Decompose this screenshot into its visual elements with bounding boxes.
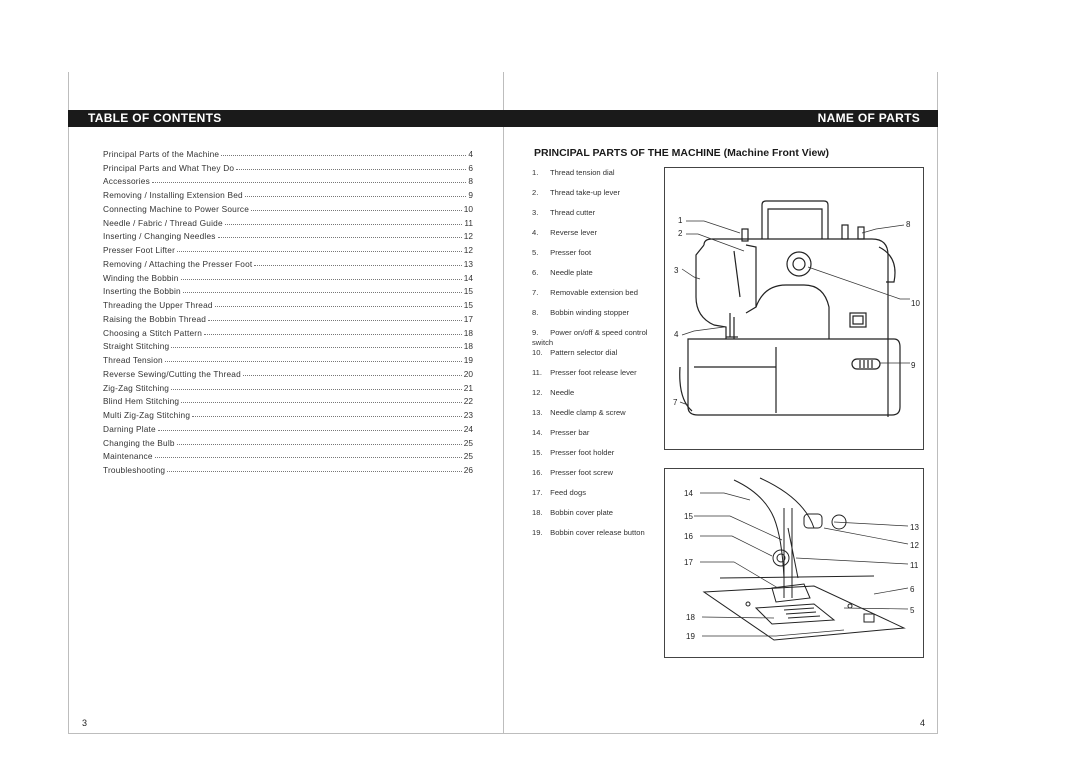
part-number: 6.	[532, 268, 539, 277]
toc-leader-dots	[171, 347, 461, 348]
toc-entry-title: Threading the Upper Thread	[103, 300, 213, 310]
toc-entry-title: Inserting / Changing Needles	[103, 231, 216, 242]
toc-entry	[103, 406, 473, 420]
callout-16: 16	[684, 532, 693, 541]
toc-entry	[103, 200, 473, 214]
toc-entry	[103, 351, 473, 365]
part-number: 9.	[532, 328, 539, 337]
part-list-item	[532, 168, 667, 178]
part-name: Reverse lever	[550, 228, 597, 237]
left-page-number: 3	[82, 718, 88, 728]
part-list-item	[532, 268, 667, 278]
toc-entry	[103, 269, 473, 283]
part-number: 2.	[532, 188, 539, 197]
callout-14: 14	[684, 489, 693, 498]
toc-entry	[103, 186, 473, 200]
toc-entry-page: 20	[463, 368, 473, 379]
part-number: 4.	[532, 228, 539, 237]
part-name: Thread tension dial	[549, 168, 615, 177]
part-name: Presser foot screw	[550, 468, 614, 477]
toc-entry-page: 17	[463, 313, 473, 324]
toc-entry-title: Darning Plate	[103, 423, 156, 434]
table-of-contents	[103, 145, 473, 475]
toc-entry	[103, 283, 473, 297]
part-number: 16.	[532, 468, 543, 477]
part-list-item	[532, 468, 667, 478]
toc-leader-dots	[167, 471, 462, 472]
part-list-item	[532, 488, 667, 498]
toc-entry-page: 14	[463, 272, 473, 283]
toc-entry-page: 24	[463, 423, 473, 434]
toc-leader-dots	[218, 237, 462, 238]
toc-leader-dots	[225, 224, 463, 225]
part-number: 17.	[532, 488, 543, 497]
part-name: Bobbin cover plate	[550, 508, 614, 517]
toc-entry	[103, 296, 473, 310]
callout-2: 2	[678, 229, 683, 238]
part-name: Power on/off & speed control switch	[532, 328, 648, 347]
toc-leader-dots	[181, 402, 462, 403]
toc-leader-dots	[171, 389, 462, 390]
toc-entry-page: 12	[463, 245, 473, 255]
toc-leader-dots	[158, 430, 462, 431]
needle-area-diagram	[664, 468, 924, 658]
toc-entry-title: Thread Tension	[103, 355, 163, 365]
callout-8: 8	[906, 220, 911, 229]
toc-entry-title: Accessories	[103, 176, 150, 187]
callout-18: 18	[686, 613, 695, 622]
callout-13: 13	[910, 523, 919, 532]
part-name: Bobbin cover release button	[550, 528, 645, 537]
toc-entry-page: 11	[464, 217, 473, 228]
part-list-item	[532, 308, 667, 318]
part-name: Needle plate	[550, 268, 593, 277]
toc-entry	[103, 324, 473, 338]
toc-entry-page: 10	[463, 203, 473, 214]
section-title: PRINCIPAL PARTS OF THE MACHINE (Machine Front View)	[534, 147, 829, 159]
part-number: 18.	[532, 508, 543, 517]
callout-6: 6	[910, 585, 915, 594]
right-page-number: 4	[920, 718, 926, 728]
toc-entry	[103, 159, 473, 173]
part-list-item	[532, 388, 667, 398]
callout-17: 17	[684, 558, 693, 567]
part-list-item	[532, 368, 667, 378]
toc-leader-dots	[251, 210, 462, 211]
toc-entry-page: 21	[463, 382, 473, 393]
toc-entry-page: 12	[463, 231, 473, 242]
part-name: Presser foot holder	[550, 448, 615, 457]
toc-entry-title: Zig-Zag Stitching	[103, 382, 170, 393]
part-list-item	[532, 508, 667, 518]
toc-leader-dots	[165, 361, 462, 362]
toc-leader-dots	[155, 457, 462, 458]
part-number: 19.	[532, 528, 543, 537]
toc-entry	[103, 241, 473, 255]
parts-header: NAME OF PARTS	[503, 110, 938, 127]
toc-entry-title: Principal Parts of the Machine	[103, 148, 220, 159]
toc-leader-dots	[192, 416, 462, 417]
toc-entry	[103, 145, 473, 159]
part-number: 11.	[532, 368, 542, 377]
toc-entry-page: 4	[468, 148, 473, 159]
toc-entry-page: 19	[463, 355, 473, 365]
callout-1: 1	[678, 216, 683, 225]
toc-entry	[103, 338, 473, 352]
toc-entry	[103, 255, 473, 269]
toc-entry	[103, 379, 473, 393]
toc-entry-page: 15	[463, 300, 473, 310]
callout-11: 11	[910, 561, 919, 570]
toc-entry-title: Removing / Installing Extension Bed	[103, 190, 243, 200]
part-list-item	[532, 188, 667, 198]
toc-entry-title: Straight Stitching	[103, 341, 170, 352]
toc-leader-dots	[177, 444, 462, 445]
toc-entry-title: Troubleshooting	[103, 465, 166, 475]
toc-entry-title: Connecting Machine to Power Source	[103, 203, 250, 214]
toc-entry	[103, 448, 473, 462]
toc-entry	[103, 173, 473, 187]
part-number: 1.	[532, 168, 539, 177]
part-number: 7.	[532, 288, 539, 297]
part-list-item	[532, 348, 667, 358]
toc-entry-title: Choosing a Stitch Pattern	[103, 327, 203, 338]
toc-entry-title: Maintenance	[103, 451, 153, 462]
toc-entry	[103, 310, 473, 324]
callout-7: 7	[673, 398, 678, 407]
toc-header: TABLE OF CONTENTS	[68, 110, 504, 127]
toc-entry-title: Inserting the Bobbin	[103, 286, 181, 297]
part-name: Needle	[550, 388, 575, 397]
part-number: 13.	[532, 408, 543, 417]
part-number: 12.	[532, 388, 543, 397]
toc-entry-title: Principal Parts and What They Do	[103, 162, 235, 173]
part-list-item	[532, 328, 667, 348]
part-name: Thread take-up lever	[549, 188, 621, 197]
toc-leader-dots	[215, 306, 462, 307]
toc-entry-page: 13	[463, 258, 473, 269]
toc-entry-page: 15	[463, 286, 473, 297]
part-name: Thread cutter	[549, 208, 596, 217]
toc-entry-page: 23	[463, 410, 473, 420]
part-number: 3.	[532, 208, 539, 217]
part-name: Presser foot	[550, 248, 592, 257]
toc-entry	[103, 393, 473, 407]
part-list-item	[532, 288, 667, 298]
machine-front-view-diagram	[664, 167, 924, 450]
part-list-item	[532, 528, 667, 538]
toc-entry	[103, 214, 473, 228]
toc-entry-page: 6	[468, 162, 473, 173]
toc-entry-page: 22	[463, 396, 473, 407]
toc-leader-dots	[221, 155, 466, 156]
toc-leader-dots	[236, 169, 466, 170]
toc-entry-page: 18	[463, 341, 473, 352]
toc-entry-page: 8	[468, 176, 473, 187]
toc-entry-page: 9	[468, 190, 473, 200]
callout-12: 12	[910, 541, 919, 550]
callout-3: 3	[674, 266, 679, 275]
toc-entry-title: Blind Hem Stitching	[103, 396, 180, 407]
toc-leader-dots	[177, 251, 462, 252]
toc-leader-dots	[152, 182, 466, 183]
toc-entry-page: 25	[463, 451, 473, 462]
part-list-item	[532, 248, 667, 258]
toc-leader-dots	[183, 292, 462, 293]
callout-4: 4	[674, 330, 679, 339]
part-list-item	[532, 448, 667, 458]
toc-entry-page: 26	[463, 465, 473, 475]
part-name: Presser bar	[550, 428, 590, 437]
part-name: Needle clamp & screw	[550, 408, 626, 417]
toc-entry-page: 18	[463, 327, 473, 338]
toc-entry-title: Reverse Sewing/Cutting the Thread	[103, 368, 241, 379]
toc-entry	[103, 420, 473, 434]
callout-5: 5	[910, 606, 915, 615]
toc-leader-dots	[204, 334, 462, 335]
toc-entry-title: Needle / Fabric / Thread Guide	[103, 217, 223, 228]
toc-entry	[103, 461, 473, 475]
part-number: 10.	[532, 348, 543, 357]
toc-leader-dots	[208, 320, 462, 321]
toc-entry-title: Removing / Attaching the Presser Foot	[103, 258, 253, 269]
toc-entry-title: Changing the Bulb	[103, 437, 175, 448]
part-list-item	[532, 408, 667, 418]
part-list-item	[532, 208, 667, 218]
part-number: 15.	[532, 448, 543, 457]
callout-15: 15	[684, 512, 693, 521]
toc-leader-dots	[245, 196, 467, 197]
toc-entry	[103, 365, 473, 379]
callout-9: 9	[911, 361, 916, 370]
part-name: Pattern selector dial	[550, 348, 618, 357]
part-number: 5.	[532, 248, 539, 257]
toc-entry-title: Presser Foot Lifter	[103, 245, 176, 255]
toc-entry-title: Multi Zig-Zag Stitching	[103, 410, 191, 420]
part-name: Bobbin winding stopper	[550, 308, 630, 317]
toc-entry-title: Raising the Bobbin Thread	[103, 313, 207, 324]
toc-leader-dots	[181, 279, 462, 280]
part-name: Removable extension bed	[550, 288, 638, 297]
callout-10: 10	[911, 299, 920, 308]
part-name: Presser foot release lever	[550, 368, 637, 377]
part-number: 8.	[532, 308, 539, 317]
toc-entry-page: 25	[463, 437, 473, 448]
toc-entry	[103, 228, 473, 242]
toc-entry-title: Winding the Bobbin	[103, 272, 179, 283]
part-list-item	[532, 428, 667, 438]
toc-leader-dots	[254, 265, 461, 266]
callout-19: 19	[686, 632, 695, 641]
toc-leader-dots	[243, 375, 462, 376]
part-list-item	[532, 228, 667, 238]
toc-entry	[103, 434, 473, 448]
part-name: Feed dogs	[550, 488, 587, 497]
part-number: 14.	[532, 428, 543, 437]
